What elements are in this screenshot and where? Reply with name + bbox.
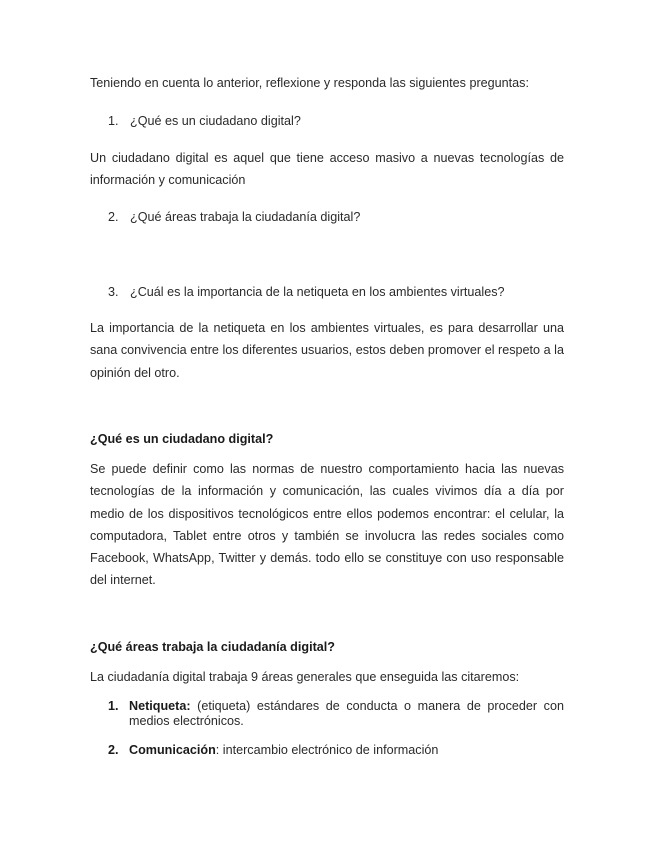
list-item-description: : intercambio electrónico de información — [215, 743, 439, 757]
question-number: 2. — [108, 210, 119, 224]
intro-paragraph: Teniendo en cuenta lo anterior, reflexione y responda las siguientes preguntas: — [90, 76, 529, 90]
question-2 — [108, 208, 564, 226]
section-2-body: La ciudadanía digital trabaja 9 áreas generales que enseguida las citaremos: — [90, 670, 520, 684]
list-item-number: 2. — [108, 743, 119, 757]
question-1 — [108, 112, 564, 130]
question-text: ¿Qué áreas trabaja la ciudadanía digital? — [130, 210, 361, 224]
list-item — [108, 743, 564, 758]
section-1-heading: ¿Qué es un ciudadano digital? — [90, 432, 274, 446]
answer-1: Un ciudadano digital es aquel que tiene acceso masivo a nuevas tecnologías de información y comunicación — [90, 151, 564, 188]
section-1-body: Se puede definir como las normas de nuestro comportamiento hacia las nuevas tecnologías de la información y comunicación, las cuales vivimos día a día por medio de los dispositivos tecnológicos entre ellos podemos encontrar: el celular, la computadora, Tablet entre otros y también se involucra las redes sociales como Facebook, WhatsApp, Twitter y demás. todo ello se constituye con uso responsable del internet. — [90, 462, 564, 588]
list-item-term: Netiqueta: — [129, 699, 191, 713]
list-item-number: 1. — [108, 699, 119, 713]
list-item-description: (etiqueta) estándares de conducta o manera de proceder con medios electrónicos. — [129, 699, 564, 728]
question-3 — [108, 283, 564, 301]
answer-3: La importancia de la netiqueta en los ambientes virtuales, es para desarrollar una sana convivencia entre los diferentes usuarios, estos deben promover el respeto a la opinión del otro. — [90, 321, 564, 380]
question-text: ¿Qué es un ciudadano digital? — [130, 114, 301, 128]
section-2-heading: ¿Qué áreas trabaja la ciudadanía digital? — [90, 640, 335, 654]
list-item — [108, 699, 564, 729]
question-number: 1. — [108, 114, 119, 128]
question-number: 3. — [108, 285, 119, 299]
list-item-term: Comunicación — [129, 743, 216, 757]
question-text: ¿Cuál es la importancia de la netiqueta en los ambientes virtuales? — [130, 285, 505, 299]
